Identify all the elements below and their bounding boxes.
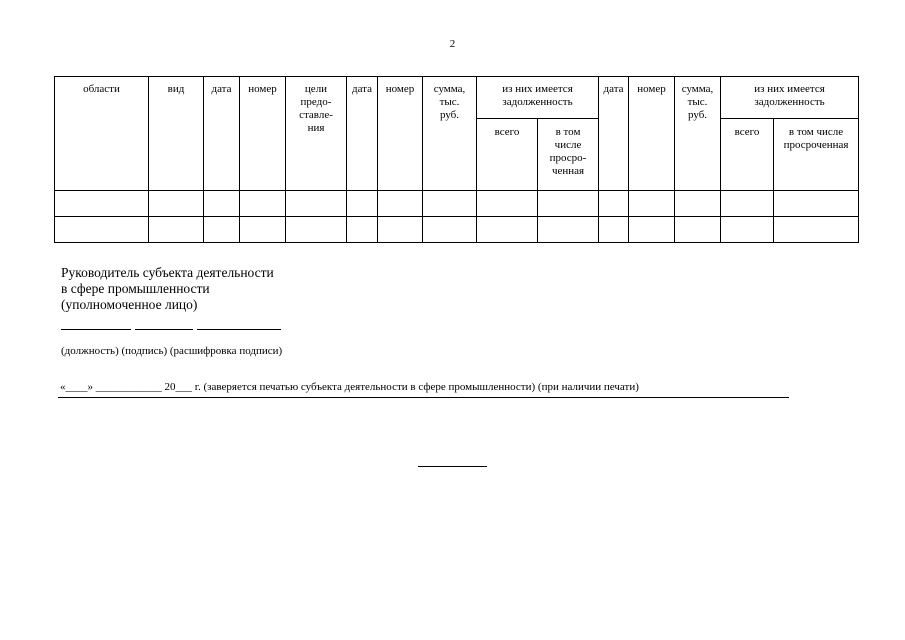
end-separator-line bbox=[418, 466, 487, 467]
table-cell bbox=[774, 217, 859, 243]
header-vsego-1: всего bbox=[477, 119, 538, 191]
header-overdue-1: в том числе просро-ченная bbox=[538, 119, 599, 191]
signature-block bbox=[61, 265, 274, 313]
header-overdue-2: в том числе просроченная bbox=[774, 119, 859, 191]
signature-line bbox=[135, 329, 193, 330]
header-vid: вид bbox=[149, 77, 204, 191]
table-cell bbox=[240, 217, 286, 243]
table-cell bbox=[721, 217, 774, 243]
header-oblasti: области bbox=[55, 77, 149, 191]
header-nomer-2: номер bbox=[378, 77, 423, 191]
table-cell bbox=[599, 191, 629, 217]
header-summa-2: сумма, тыс. руб. bbox=[675, 77, 721, 191]
header-data-2: дата bbox=[347, 77, 378, 191]
signature-captions: (должность) (подпись) (расшифровка подписи) bbox=[61, 345, 283, 357]
signature-title-line-1: Руководитель субъекта деятельности bbox=[61, 265, 274, 280]
table-cell bbox=[774, 191, 859, 217]
table-cell bbox=[149, 217, 204, 243]
signature-title-line-2: в сфере промышленности bbox=[61, 281, 210, 296]
table-cell bbox=[629, 217, 675, 243]
signature-title-line-3: (уполномоченное лицо) bbox=[61, 297, 198, 312]
date-stamp-line: «____» ____________ 20___ г. (заверяется печатью субъекта деятельности в сфере промышленности) (при наличии печати) bbox=[58, 381, 789, 398]
table-cell bbox=[204, 217, 240, 243]
table-cell bbox=[477, 217, 538, 243]
table-cell bbox=[55, 191, 149, 217]
table-cell bbox=[378, 191, 423, 217]
table-cell bbox=[204, 191, 240, 217]
header-summa-1: сумма, тыс. руб. bbox=[423, 77, 477, 191]
header-data-3: дата bbox=[599, 77, 629, 191]
header-nomer-1: номер bbox=[240, 77, 286, 191]
table-cell bbox=[240, 191, 286, 217]
table-cell bbox=[423, 191, 477, 217]
header-debt-group-1: из них имеется задолженность bbox=[477, 77, 599, 119]
header-tseli: цели предо-ставле-ния bbox=[286, 77, 347, 191]
table-row bbox=[55, 191, 859, 217]
table-cell bbox=[149, 191, 204, 217]
header-debt-group-2: из них имеется задолженность bbox=[721, 77, 859, 119]
table-cell bbox=[629, 191, 675, 217]
table-cell bbox=[378, 217, 423, 243]
page-number: 2 bbox=[449, 38, 456, 50]
table-cell bbox=[477, 191, 538, 217]
header-data-1: дата bbox=[204, 77, 240, 191]
header-nomer-3: номер bbox=[629, 77, 675, 191]
table-cell bbox=[286, 217, 347, 243]
table-row bbox=[55, 217, 859, 243]
table-cell bbox=[286, 191, 347, 217]
table-cell bbox=[721, 191, 774, 217]
table-cell bbox=[423, 217, 477, 243]
table-cell bbox=[55, 217, 149, 243]
header-vsego-2: всего bbox=[721, 119, 774, 191]
table-cell bbox=[675, 191, 721, 217]
table-cell bbox=[538, 191, 599, 217]
table-cell bbox=[538, 217, 599, 243]
table-cell bbox=[599, 217, 629, 243]
table-cell bbox=[347, 191, 378, 217]
table-cell bbox=[347, 217, 378, 243]
table-cell bbox=[675, 217, 721, 243]
data-table bbox=[54, 76, 859, 243]
position-line bbox=[61, 329, 131, 330]
decoding-line bbox=[197, 329, 281, 330]
